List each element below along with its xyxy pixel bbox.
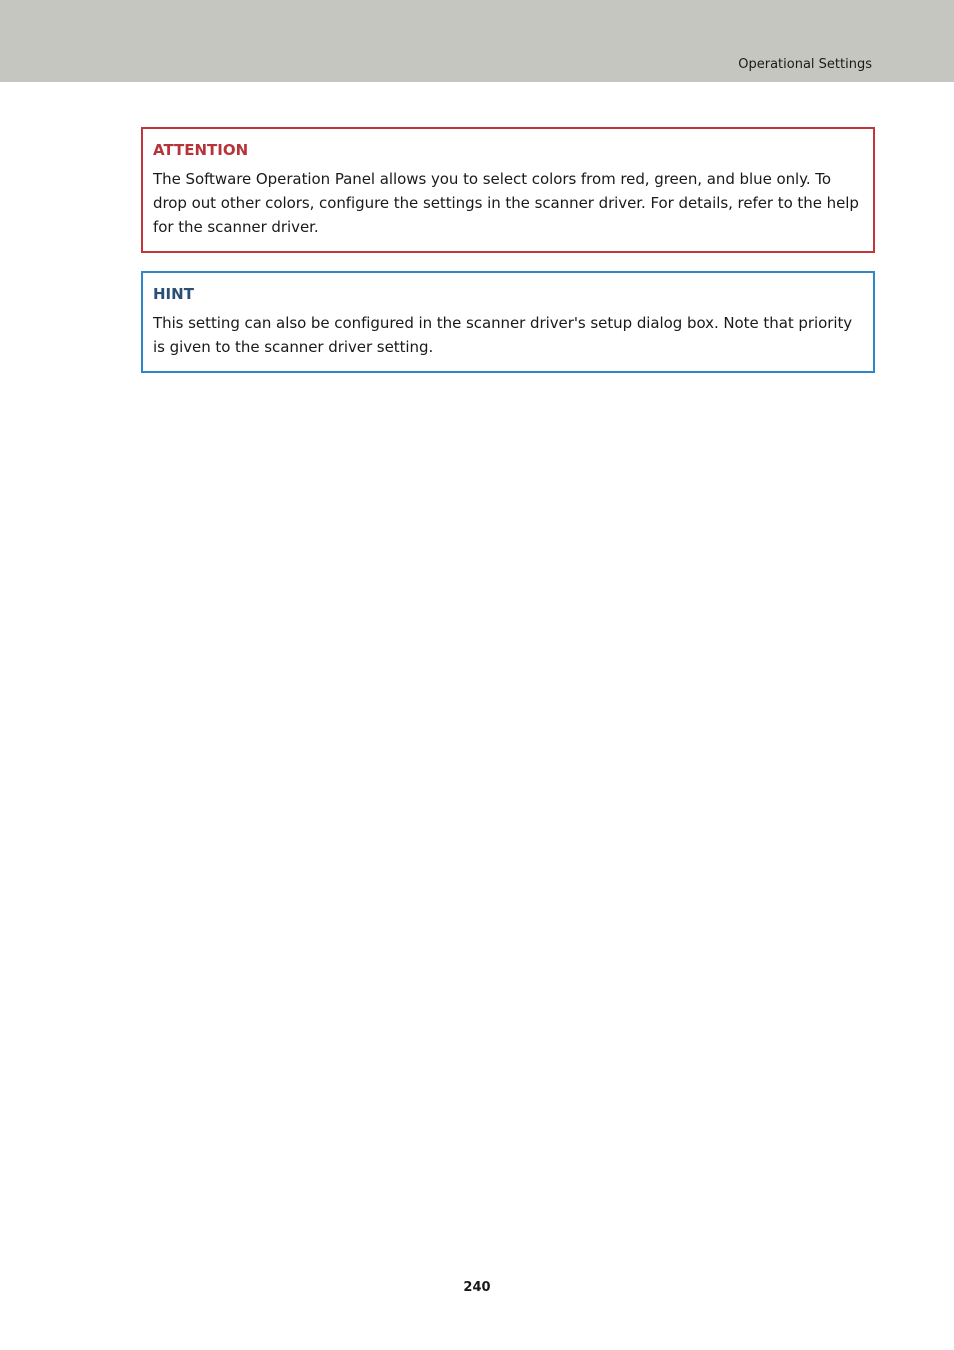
hint-body: This setting can also be configured in the scanner driver's setup dialog box. Note that priority is given to the scanner driver setting. xyxy=(153,314,853,356)
attention-callout xyxy=(141,127,875,253)
page-number: 240 xyxy=(463,1280,491,1295)
hint-callout xyxy=(141,271,875,373)
attention-body: The Software Operation Panel allows you to select colors from red, green, and blue only. To drop out other colors, configure the settings in the scanner driver. For details, refer to the help for the scanner driver. xyxy=(153,170,859,236)
section-title: Operational Settings xyxy=(738,57,872,72)
page-header-band xyxy=(0,0,954,82)
hint-heading: HINT xyxy=(153,285,194,303)
attention-heading: ATTENTION xyxy=(153,141,249,159)
